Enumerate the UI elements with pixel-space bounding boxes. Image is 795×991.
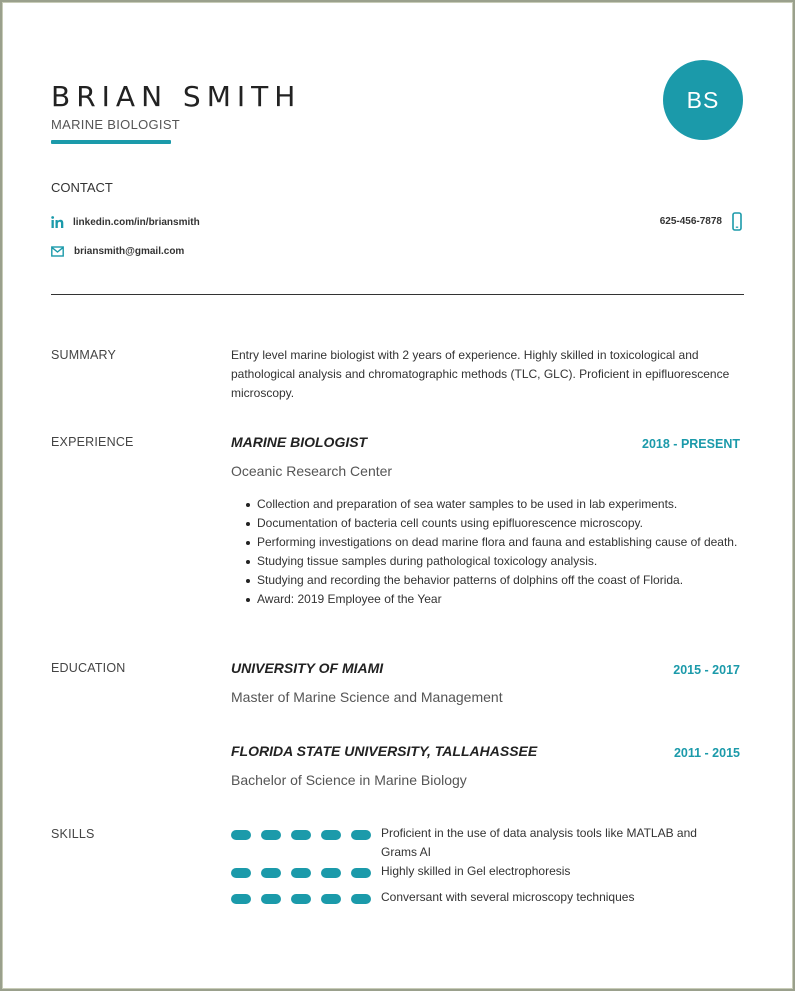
linkedin-url: linkedin.com/in/briansmith [73,216,200,228]
skill-dot [291,894,311,904]
summary-text: Entry level marine biologist with 2 years of experience. Highly skilled in toxicological and pathological analysis and chromatographic methods (TLC, GLC). Proficient in epifluorescence microscopy. [231,348,730,400]
skill-level-dots [231,867,381,878]
list-item: Studying tissue samples during pathological toxicology analysis. [257,552,757,571]
title-underline [51,140,171,144]
contact-linkedin[interactable] [51,216,200,228]
list-item: Performing investigations on dead marine flora and fauna and establishing cause of death. [257,533,757,552]
education-degree: Master of Marine Science and Management [231,689,503,705]
section-divider [51,294,744,295]
education-school-name: FLORIDA STATE UNIVERSITY, TALLAHASSEE [231,743,538,759]
skill-dot [351,868,371,878]
skill-dot [231,830,251,840]
skill-dot [321,894,341,904]
resume-page [2,2,793,989]
skill-dot [231,868,251,878]
skill-dot [351,830,371,840]
job-title-heading: MARINE BIOLOGIST [51,117,181,132]
education-dates: 2011 - 2015 [673,746,740,760]
skill-dot [261,868,281,878]
contact-email[interactable] [51,246,184,257]
phone-number: 625-456-7878 [659,216,722,227]
skill-dot [321,868,341,878]
candidate-name: BRIAN SMITH [51,80,302,113]
skill-level-dots [231,829,381,840]
contact-heading: CONTACT [51,180,113,195]
education-degree: Bachelor of Science in Marine Biology [231,772,467,788]
email-address: briansmith@gmail.com [74,246,185,257]
experience-job-title: MARINE BIOLOGIST [231,434,368,450]
skill-text: Highly skilled in Gel electrophoresis [381,864,571,878]
list-item: Studying and recording the behavior patterns of dolphins off the coast of Florida. [257,571,757,590]
skill-row [231,890,731,907]
skill-dot [291,868,311,878]
skill-dot [261,894,281,904]
skill-row [231,864,731,881]
skill-text: Proficient in the use of data analysis tools like MATLAB and Grams AI [381,826,697,859]
skill-level-dots [231,893,381,904]
skill-dot [321,830,341,840]
contact-phone[interactable] [660,212,742,231]
experience-employer: Oceanic Research Center [231,463,393,479]
experience-dates: 2018 - PRESENT [642,437,740,451]
list-item: Award: 2019 Employee of the Year [257,590,757,609]
skill-dot [351,894,371,904]
skill-dot [231,894,251,904]
avatar-initials: BS [686,86,720,113]
skills-heading: SKILLS [51,827,95,841]
avatar [663,60,743,140]
skill-row [231,826,731,862]
education-school-name: UNIVERSITY OF MIAMI [231,660,384,676]
phone-icon [732,212,742,231]
skill-text: Conversant with several microscopy techniques [381,890,635,904]
mail-icon [51,246,64,257]
linkedin-icon [51,216,64,228]
summary-heading: SUMMARY [51,348,117,362]
list-item: Collection and preparation of sea water samples to be used in lab experiments. [257,495,757,514]
list-item: Documentation of bacteria cell counts using epifluorescence microscopy. [257,514,757,533]
experience-heading: EXPERIENCE [51,435,134,449]
education-dates: 2015 - 2017 [673,663,740,677]
education-heading: EDUCATION [51,661,126,675]
experience-bullet-list [231,495,757,609]
skill-dot [291,830,311,840]
skill-dot [261,830,281,840]
